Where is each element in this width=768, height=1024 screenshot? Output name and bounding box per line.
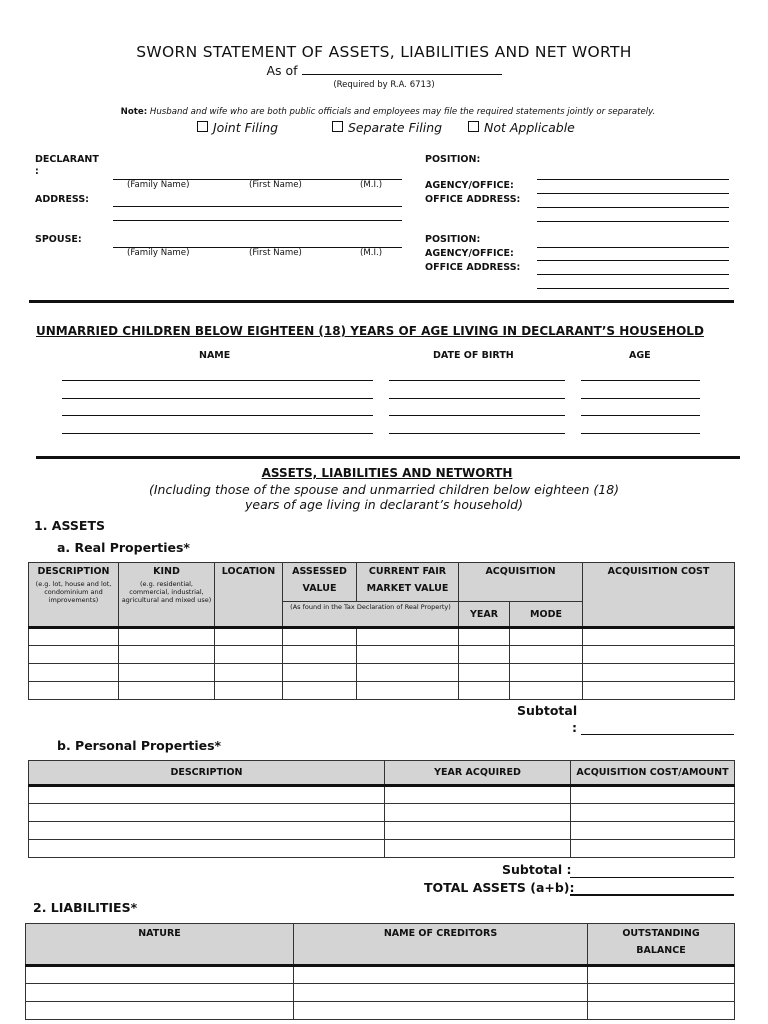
personal-properties-label: b. Personal Properties* [57, 738, 222, 753]
col-assessed-value: ASSESSED VALUE [283, 563, 357, 602]
address-label: ADDRESS: [35, 194, 89, 205]
declarant-first-name-caption: (First Name) [249, 180, 302, 190]
joint-filing-checkbox[interactable] [197, 121, 208, 132]
spouse-position-line[interactable] [537, 247, 729, 248]
note [0, 107, 768, 117]
col-acquisition-cost: ACQUISITION COST [583, 563, 735, 628]
required-by: (Required by R.A. 6713) [333, 80, 435, 90]
address-line-1[interactable] [113, 206, 402, 207]
col-nature: NATURE [26, 924, 294, 966]
assets-subheading-1: (Including those of the spouse and unmarried children below eighteen (18) [148, 482, 620, 497]
child-dob-line-3[interactable] [389, 415, 565, 416]
declarant-position-line[interactable] [537, 179, 729, 180]
table-row[interactable] [26, 966, 735, 984]
col-kind: KIND (e.g. residential, commercial, industrial, agricultural and mixed use) [119, 563, 215, 628]
child-dob-line-4[interactable] [389, 433, 565, 434]
assets-heading: ASSETS, LIABILITIES AND NETWORTH [261, 466, 513, 480]
as-of-line [0, 63, 768, 78]
col-acquisition-cost-amount: ACQUISITION COST/AMOUNT [571, 761, 735, 786]
not-applicable-option[interactable] [468, 120, 575, 135]
table-row[interactable] [29, 628, 735, 646]
table-row[interactable] [26, 1002, 735, 1020]
separate-filing-option[interactable] [332, 120, 442, 135]
child-name-line-3[interactable] [62, 415, 373, 416]
not-applicable-label: Not Applicable [484, 120, 575, 135]
personal-subtotal-field[interactable] [570, 877, 734, 878]
spouse-office-address-label: OFFICE ADDRESS: [425, 262, 521, 273]
child-name-line-4[interactable] [62, 433, 373, 434]
real-properties-label: a. Real Properties* [57, 540, 190, 555]
child-age-line-4[interactable] [581, 433, 700, 434]
declarant-label: DECLARANT [35, 154, 99, 165]
personal-subtotal-label: Subtotal : [502, 862, 572, 877]
table-row[interactable] [29, 646, 735, 664]
spouse-agency-line[interactable] [537, 260, 729, 261]
declarant-colon: : [35, 166, 39, 177]
child-dob-line-2[interactable] [389, 398, 565, 399]
tax-declaration-note: (As found in the Tax Declaration of Real Property) [283, 602, 459, 628]
not-applicable-checkbox[interactable] [468, 121, 479, 132]
total-assets-field[interactable] [570, 894, 734, 896]
table-row[interactable] [29, 822, 735, 840]
child-age-line-3[interactable] [581, 415, 700, 416]
spouse-first-name-caption: (First Name) [249, 248, 302, 258]
declarant-position-label: POSITION: [425, 154, 481, 165]
real-subtotal-field[interactable] [581, 734, 734, 735]
section-divider-2 [36, 456, 740, 459]
real-subtotal-label: Subtotal [517, 703, 578, 718]
children-col-dob: DATE OF BIRTH [433, 350, 514, 361]
child-age-line-1[interactable] [581, 380, 700, 381]
liabilities-table [25, 923, 735, 1020]
table-row[interactable] [29, 786, 735, 804]
section-divider-1 [29, 300, 734, 303]
address-line-2[interactable] [113, 220, 402, 221]
table-row[interactable] [29, 804, 735, 822]
child-name-line-2[interactable] [62, 398, 373, 399]
spouse-family-name-caption: (Family Name) [127, 248, 190, 258]
spouse-office-address-line-2[interactable] [537, 288, 729, 289]
spouse-agency-label: AGENCY/OFFICE: [425, 248, 514, 259]
declarant-family-name-caption: (Family Name) [127, 180, 190, 190]
note-label: Note: [120, 107, 148, 117]
table-row[interactable] [29, 682, 735, 700]
col-acquisition: ACQUISITION [459, 563, 583, 602]
declarant-mi-caption: (M.I.) [360, 180, 383, 190]
col-creditors: NAME OF CREDITORS [294, 924, 588, 966]
assets-label: 1. ASSETS [34, 518, 105, 533]
children-col-age: AGE [629, 350, 651, 361]
spouse-office-address-line-1[interactable] [537, 274, 729, 275]
children-heading: UNMARRIED CHILDREN BELOW EIGHTEEN (18) YEARS OF AGE LIVING IN DECLARANT’S HOUSEHOLD [36, 324, 704, 338]
spouse-label: SPOUSE: [35, 234, 82, 245]
child-dob-line-1[interactable] [389, 380, 565, 381]
real-subtotal-colon: : [572, 720, 577, 735]
col-outstanding-balance: OUTSTANDING BALANCE [588, 924, 735, 966]
children-col-name: NAME [199, 350, 231, 361]
col-personal-description: DESCRIPTION [29, 761, 385, 786]
col-description: DESCRIPTION (e.g. lot, house and lot, condominium and improvements) [29, 563, 119, 628]
col-year-acquired: YEAR ACQUIRED [385, 761, 571, 786]
declarant-agency-label: AGENCY/OFFICE: [425, 180, 514, 191]
joint-filing-label: Joint Filing [213, 120, 279, 135]
separate-filing-label: Separate Filing [348, 120, 443, 135]
table-row[interactable] [26, 984, 735, 1002]
joint-filing-option[interactable] [197, 120, 278, 135]
liabilities-label: 2. LIABILITIES* [33, 900, 138, 915]
col-year: YEAR [459, 602, 510, 628]
col-location: LOCATION [215, 563, 283, 628]
table-row[interactable] [29, 664, 735, 682]
as-of-label: As of [266, 63, 298, 78]
spouse-mi-caption: (M.I.) [360, 248, 383, 258]
col-mode: MODE [510, 602, 583, 628]
col-fair-market-value: CURRENT FAIR MARKET VALUE [357, 563, 459, 602]
as-of-field[interactable] [302, 63, 502, 75]
note-text: Husband and wife who are both public officials and employees may file the required statements jointly or separately. [149, 107, 656, 117]
total-assets-label: TOTAL ASSETS (a+b): [424, 880, 575, 895]
real-properties-table [28, 562, 735, 700]
spouse-position-label: POSITION: [425, 234, 481, 245]
child-name-line-1[interactable] [62, 380, 373, 381]
assets-subheading-2: years of age living in declarant’s household) [245, 497, 523, 512]
declarant-office-address-line-2[interactable] [537, 221, 729, 222]
declarant-office-address-line-1[interactable] [537, 207, 729, 208]
separate-filing-checkbox[interactable] [332, 121, 343, 132]
declarant-agency-line[interactable] [537, 193, 729, 194]
declarant-office-address-label: OFFICE ADDRESS: [425, 194, 521, 205]
form-title: SWORN STATEMENT OF ASSETS, LIABILITIES AND NET WORTH [136, 43, 632, 61]
personal-properties-table [28, 760, 735, 858]
child-age-line-2[interactable] [581, 398, 700, 399]
table-row[interactable] [29, 840, 735, 858]
